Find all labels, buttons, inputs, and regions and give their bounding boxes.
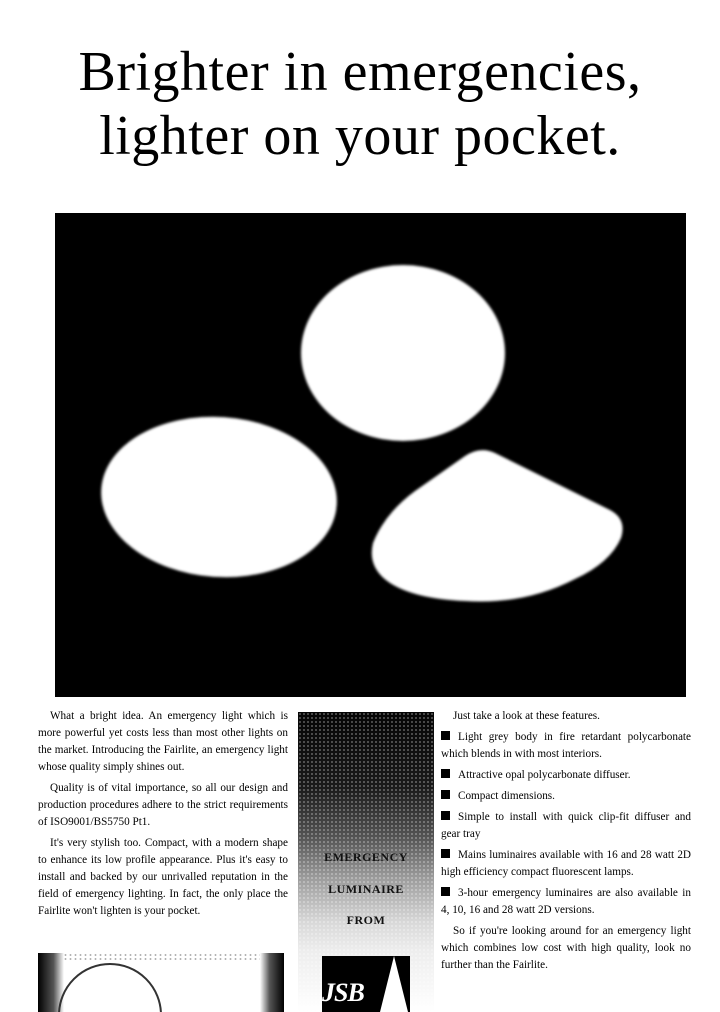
features-intro: Just take a look at these features. — [453, 710, 600, 722]
jsb-logo-text: JSB — [322, 978, 364, 1007]
brand-word-luminaire: LUMINAIRE — [328, 882, 404, 896]
closing-paragraph: So if you're looking around for an emergency light which combines low cost with high quality, look no further than the Fairlite. — [441, 925, 691, 971]
luminaire-round-top — [301, 265, 505, 441]
luminaire-thumbnail-image — [38, 953, 284, 1012]
square-bullet-icon — [441, 811, 450, 820]
brand-panel — [298, 712, 434, 1012]
feature-item: Light grey body in fire retardant polycarbonate which blends in with most interiors. — [441, 731, 691, 760]
luminaire-ring — [58, 963, 162, 1012]
headline-line-1: Brighter in emergencies, — [78, 41, 642, 103]
feature-item: Attractive opal polycarbonate diffuser. — [441, 767, 691, 784]
luminaires-image — [55, 213, 686, 697]
body-paragraph: What a bright idea. An emergency light which is more powerful yet costs less than most other lights on the market. Introducing the Fairlite, an emergency light whose quality simply shines out. — [38, 710, 288, 773]
square-bullet-icon — [441, 887, 450, 896]
feature-item: Mains luminaires available with 16 and 28 watt 2D high efficiency compact fluorescent lamps. — [441, 849, 691, 878]
square-bullet-icon — [441, 731, 450, 740]
brand-word-emergency: EMERGENCY — [324, 850, 408, 864]
headline — [0, 40, 720, 168]
feature-item: 3-hour emergency luminaires are also available in 4, 10, 16 and 28 watt 2D versions. — [441, 887, 691, 916]
square-bullet-icon — [441, 849, 450, 858]
body-paragraph: It's very stylish too. Compact, with a modern shape to enhance its low profile appearance. Plus it's easy to install and backed by our unrivalled reputation in the field of emergency lighting. In fact, the only place the Fairlite won't lighten is your pocket. — [38, 837, 288, 917]
right-column — [441, 708, 691, 978]
product-photo — [55, 213, 686, 697]
brand-word-from: FROM — [346, 913, 386, 927]
headline-line-2: lighter on your pocket. — [99, 105, 621, 167]
left-column — [38, 708, 288, 924]
flame-icon — [380, 956, 408, 1012]
body-paragraph: Quality is of vital importance, so all our design and production procedures adhere to the strict requirements of ISO9001/BS5750 Pt1. — [38, 782, 288, 828]
feature-item: Simple to install with quick clip-fit diffuser and gear tray — [441, 811, 691, 840]
feature-item: Compact dimensions. — [441, 788, 691, 805]
square-bullet-icon — [441, 769, 450, 778]
square-bullet-icon — [441, 790, 450, 799]
